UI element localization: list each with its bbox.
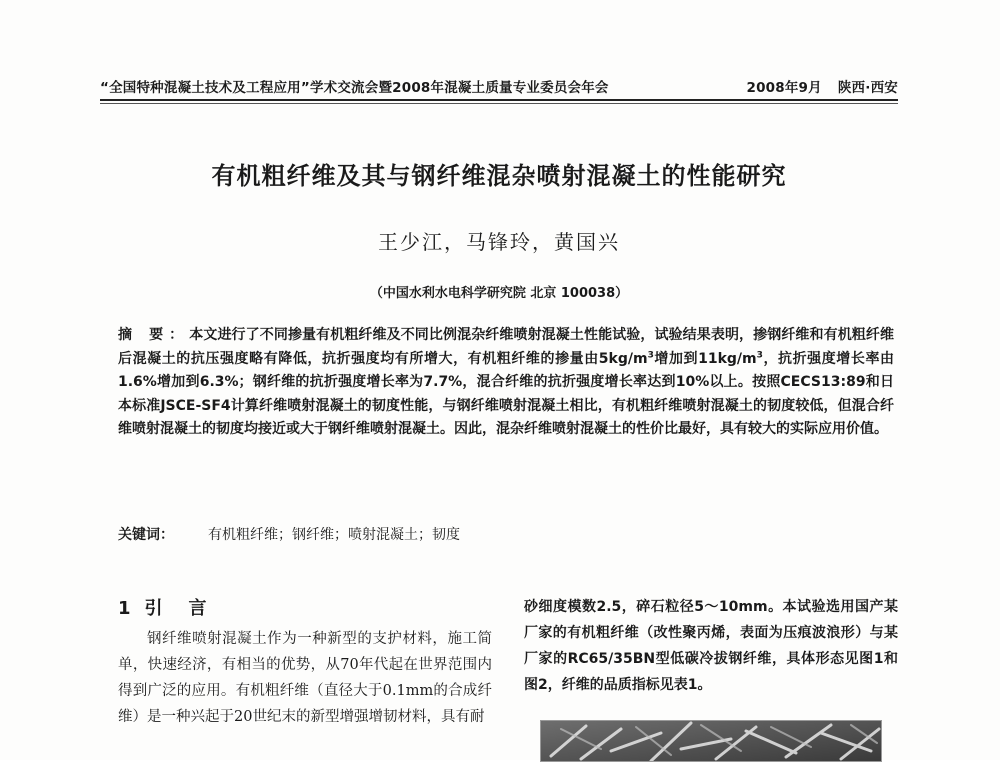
abstract-sup-1: 3 (647, 349, 654, 360)
header-rule-thick (100, 99, 898, 101)
abstract (118, 324, 894, 442)
abstract-text-1: 本文进行了不同掺量有机粗纤维及不同比例混杂纤维喷射混凝土性能试验，试验结果表明，掺钢纤维和有机粗纤维后混凝土的抗压强度略有降低，抗折强度均有所增大，有机粗纤维的掺量由5kg/m (118, 327, 895, 367)
fiber-photo-image (541, 721, 881, 761)
abstract-label: 摘 要： (118, 327, 190, 343)
header-right (746, 76, 898, 96)
abstract-text-2: 增加到11kg/m (653, 350, 757, 367)
paper-title: 有机粗纤维及其与钢纤维混杂喷射混凝土的性能研究 (211, 162, 787, 190)
section-heading (118, 594, 492, 620)
conference-location: 陕西·西安 (837, 80, 898, 96)
left-column (118, 594, 492, 730)
abstract-sup-2: 3 (756, 349, 763, 360)
running-header (100, 76, 898, 96)
keywords (118, 524, 894, 546)
paper-authors: 王少江，马锋玲，黄国兴 (378, 230, 620, 254)
conference-date: 2008年9月 (746, 80, 822, 96)
paper-affiliation: （中国水利水电科学研究院 北京 100038） (369, 286, 629, 301)
keywords-label: 关键词： (118, 527, 174, 543)
section-title-b: 言 (188, 598, 207, 619)
conference-name: “全国特种混凝土技术及工程应用”学术交流会暨2008年混凝土质量专业委员会年会 (100, 80, 609, 96)
header-rule-thin (100, 103, 898, 104)
keywords-text: 有机粗纤维；钢纤维；喷射混凝土；韧度 (208, 527, 460, 543)
fiber-photo-figure (540, 720, 882, 762)
right-column (524, 594, 898, 698)
introduction-paragraph: 钢纤维喷射混凝土作为一种新型的支护材料，施工简单，快速经济，有相当的优势，从70年代起在世界范围内得到广泛的应用。有机粗纤维（直径大于0.1mm的合成纤维）是一种兴起于20世纪末的新型增强增韧材料，具有耐 (118, 631, 492, 725)
section-number: 1 (118, 598, 131, 619)
abstract-text-3: ，抗折强度增长率由1.6%增加到6.3%；钢纤维的抗折强度增长率为7.7%，混合纤维的抗折强度增长率达到10%以上。按照CECS13:89和日本标准JSCE-SF4计算纤维喷射混凝土的韧度性能，与钢纤维喷射混凝土相比，有机粗纤维喷射混凝土的韧度较低，但混合纤维喷射混凝土的韧度均接近或大于钢纤维喷射混凝土。因此，混杂纤维喷射混凝土的性价比最好，具有较大的实际应用价值。 (118, 350, 895, 438)
section-title-a: 引 (144, 598, 189, 619)
materials-paragraph: 砂细度模数2.5，碎石粒径5～10mm。本试验选用国产某厂家的有机粗纤维（改性聚丙烯，表面为压痕波浪形）与某厂家的RC65/35BN型低碳冷拔钢纤维，具体形态见图1和图2，纤维的品质指标见表1。 (524, 599, 898, 693)
